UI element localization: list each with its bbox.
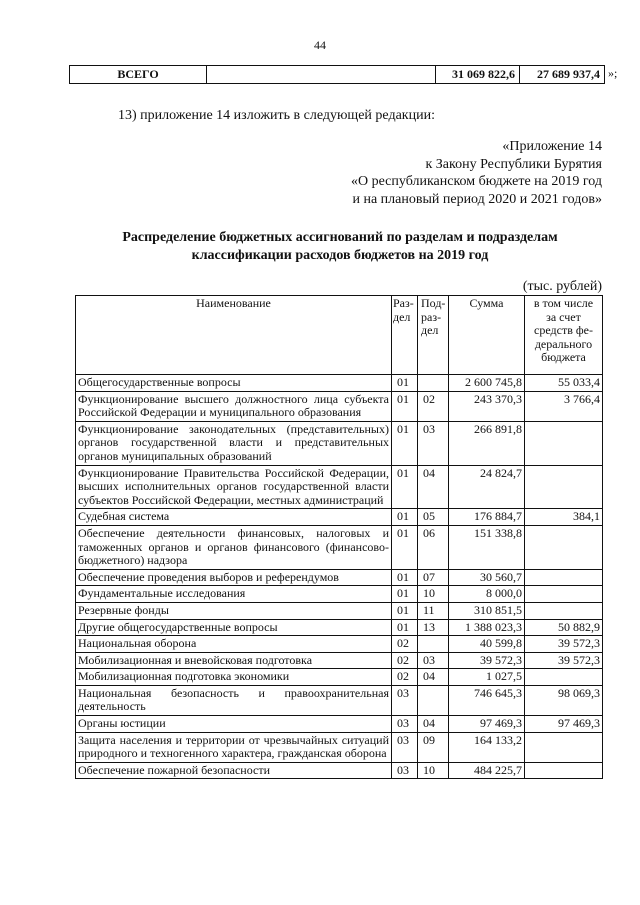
- row-name: Национальная безопасность и правоохранительная деятельность: [76, 685, 392, 715]
- row-sum: 97 469,3: [449, 716, 525, 733]
- row-subsection: 03: [418, 421, 449, 465]
- row-subsection: 06: [418, 525, 449, 569]
- total-sum: 31 069 822,6: [436, 66, 520, 84]
- row-federal: [525, 569, 603, 586]
- row-section: 01: [392, 619, 418, 636]
- row-sum: 266 891,8: [449, 421, 525, 465]
- instruction-text: 13) приложение 14 изложить в следующей редакции:: [118, 108, 435, 123]
- row-subsection: 05: [418, 509, 449, 526]
- row-subsection: 03: [418, 652, 449, 669]
- row-section: 03: [392, 685, 418, 715]
- row-federal: 98 069,3: [525, 685, 603, 715]
- row-sum: 1 027,5: [449, 669, 525, 686]
- row-section: 01: [392, 509, 418, 526]
- table-row: [76, 602, 603, 619]
- row-subsection: 04: [418, 716, 449, 733]
- total-row: [69, 65, 605, 84]
- row-federal: 39 572,3: [525, 636, 603, 653]
- row-federal: [525, 669, 603, 686]
- row-subsection: 11: [418, 602, 449, 619]
- row-section: 01: [392, 375, 418, 392]
- row-federal: 3 766,4: [525, 391, 603, 421]
- row-sum: 484 225,7: [449, 762, 525, 779]
- page-number: 44: [314, 38, 326, 52]
- row-sum: 151 338,8: [449, 525, 525, 569]
- table-row: [76, 636, 603, 653]
- header-sum: Сумма: [449, 296, 525, 375]
- table-row: [76, 421, 603, 465]
- row-sum: 164 133,2: [449, 732, 525, 762]
- table-header-row: [76, 296, 603, 375]
- row-section: 03: [392, 762, 418, 779]
- row-subsection: [418, 375, 449, 392]
- table-row: [76, 685, 603, 715]
- row-sum: 2 600 745,8: [449, 375, 525, 392]
- row-name: Обеспечение проведения выборов и референдумов: [76, 569, 392, 586]
- appendix-line: «О республиканском бюджете на 2019 год: [351, 174, 602, 189]
- row-sum: 30 560,7: [449, 569, 525, 586]
- row-name: Функционирование Правительства Российской Федерации, высших исполнительных органов государственной власти субъектов Российской Федерации, местных администраций: [76, 465, 392, 509]
- row-sum: 243 370,3: [449, 391, 525, 421]
- row-section: 01: [392, 421, 418, 465]
- table-row: [76, 619, 603, 636]
- table-row: [76, 375, 603, 392]
- row-name: Судебная система: [76, 509, 392, 526]
- row-federal: [525, 762, 603, 779]
- row-subsection: 13: [418, 619, 449, 636]
- header-federal: в том числе за счет средств фе- дерального бюджета: [525, 296, 603, 375]
- row-section: 01: [392, 391, 418, 421]
- table-row: [76, 586, 603, 603]
- row-section: 03: [392, 732, 418, 762]
- row-section: 01: [392, 525, 418, 569]
- table-row: [76, 716, 603, 733]
- row-section: 02: [392, 636, 418, 653]
- header-section: Раз- дел: [392, 296, 418, 375]
- row-name: Органы юстиции: [76, 716, 392, 733]
- row-section: 01: [392, 569, 418, 586]
- header-name: Наименование: [76, 296, 392, 375]
- row-sum: 39 572,3: [449, 652, 525, 669]
- row-sum: 310 851,5: [449, 602, 525, 619]
- total-label: ВСЕГО: [70, 66, 207, 84]
- row-federal: [525, 586, 603, 603]
- row-federal: 55 033,4: [525, 375, 603, 392]
- table-row: [76, 525, 603, 569]
- row-subsection: [418, 636, 449, 653]
- row-subsection: 10: [418, 762, 449, 779]
- row-federal: [525, 525, 603, 569]
- row-subsection: 07: [418, 569, 449, 586]
- row-federal: [525, 602, 603, 619]
- row-section: 03: [392, 716, 418, 733]
- row-section: 02: [392, 669, 418, 686]
- table-row: [76, 652, 603, 669]
- row-section: 01: [392, 586, 418, 603]
- appendix-line: к Закону Республики Бурятия: [425, 156, 602, 172]
- row-name: Другие общегосударственные вопросы: [76, 619, 392, 636]
- row-name: Резервные фонды: [76, 602, 392, 619]
- title-line: классификации расходов бюджетов на 2019 год: [191, 247, 489, 263]
- row-sum: 1 388 023,3: [449, 619, 525, 636]
- row-sum: 40 599,8: [449, 636, 525, 653]
- table-row: [76, 732, 603, 762]
- row-subsection: 10: [418, 586, 449, 603]
- row-subsection: 04: [418, 669, 449, 686]
- row-name: Обеспечение деятельности финансовых, налоговых и таможенных органов и органов финансового (финансово-бюджетного) надзора: [76, 525, 392, 569]
- row-federal: 39 572,3: [525, 652, 603, 669]
- row-section: 02: [392, 652, 418, 669]
- row-sum: 24 824,7: [449, 465, 525, 509]
- row-federal: [525, 732, 603, 762]
- row-name: Защита населения и территории от чрезвычайных ситуаций природного и техногенного характера, гражданская оборона: [76, 732, 392, 762]
- header-subsection: Под- раз- дел: [418, 296, 449, 375]
- unit-label: (тыс. рублей): [522, 279, 602, 294]
- row-section: 01: [392, 602, 418, 619]
- row-sum: 176 884,7: [449, 509, 525, 526]
- row-name: Мобилизационная подготовка экономики: [76, 669, 392, 686]
- row-federal: 50 882,9: [525, 619, 603, 636]
- row-federal: 97 469,3: [525, 716, 603, 733]
- row-subsection: 09: [418, 732, 449, 762]
- table-row: [76, 569, 603, 586]
- row-name: Общегосударственные вопросы: [76, 375, 392, 392]
- row-name: Обеспечение пожарной безопасности: [76, 762, 392, 779]
- row-federal: 384,1: [525, 509, 603, 526]
- total-empty-cell: [207, 66, 436, 84]
- table-row: [76, 669, 603, 686]
- row-federal: [525, 465, 603, 509]
- table-row: [76, 509, 603, 526]
- table-row: [76, 762, 603, 779]
- row-name: Национальная оборона: [76, 636, 392, 653]
- budget-table: [75, 295, 603, 779]
- row-subsection: 02: [418, 391, 449, 421]
- row-subsection: [418, 685, 449, 715]
- row-name: Мобилизационная и вневойсковая подготовка: [76, 652, 392, 669]
- row-section: 01: [392, 465, 418, 509]
- title-line: Распределение бюджетных ассигнований по разделам и подразделам: [122, 230, 558, 245]
- appendix-line: «Приложение 14: [502, 139, 602, 154]
- total-federal: 27 689 937,4: [520, 66, 605, 84]
- total-closing-quote: »;: [608, 66, 618, 80]
- row-sum: 746 645,3: [449, 685, 525, 715]
- row-federal: [525, 421, 603, 465]
- appendix-line: и на плановый период 2020 и 2021 годов»: [352, 191, 602, 207]
- row-subsection: 04: [418, 465, 449, 509]
- document-title: [0, 229, 640, 264]
- row-name: Фундаментальные исследования: [76, 586, 392, 603]
- row-name: Функционирование высшего должностного лица субъекта Российской Федерации и муниципального образования: [76, 391, 392, 421]
- row-name: Функционирование законодательных (представительных) органов государственной власти и представительных органов муниципальных образований: [76, 421, 392, 465]
- row-sum: 8 000,0: [449, 586, 525, 603]
- table-row: [76, 465, 603, 509]
- appendix-heading: [351, 138, 602, 208]
- table-row: [76, 391, 603, 421]
